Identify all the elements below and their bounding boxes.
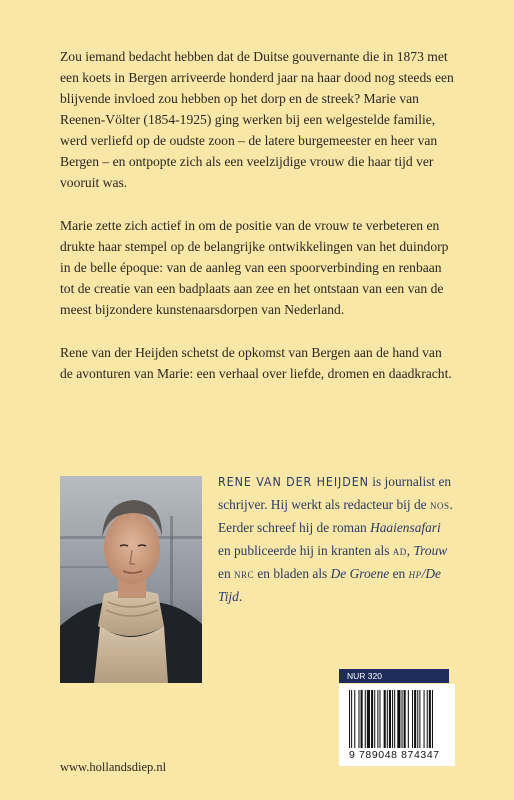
barcode-bar: [432, 690, 433, 748]
barcode-bar: [367, 690, 370, 748]
barcode-bar: [377, 690, 378, 748]
barcode-bar: [361, 690, 363, 748]
barcode-bar: [349, 690, 350, 748]
barcode-bar: [394, 690, 395, 748]
barcode-bar: [384, 690, 386, 748]
bio-text-5: en: [218, 566, 234, 581]
barcode-bar: [379, 690, 380, 748]
barcode-bar: [429, 690, 431, 748]
barcode-bar: [424, 690, 425, 748]
publisher-website: www.hollandsdiep.nl: [60, 760, 167, 774]
bio-text-4: ,: [406, 543, 414, 558]
barcode-bar: [412, 690, 413, 748]
blurb-paragraph-1: Zou iemand bedacht hebben dat de Duitse gouvernante die in 1873 met een koets in Bergen arriveerde honderd jaar na haar dood nog steeds een blijvende invloed zou hebben op het dorp en de streek? Marie van Reenen-Völter (1854-1925) ging werken bij een welgestelde familie, werd verliefd op de oudste zoon – de latere burgemeester en heer van Bergen – en ontpopte zich als een veelzijdige vrouw die haar tijd ver vooruit was.: [60, 49, 454, 190]
bio-text-6: en bladen als: [254, 566, 331, 581]
bio-de-tijd: /De Tijd: [218, 566, 441, 604]
barcode-bar: [389, 690, 391, 748]
barcode-bar: [419, 690, 420, 748]
bio-text-1: is journalist en schrijver. Hij werkt als redacteur bij de: [218, 474, 452, 512]
author-photo: [60, 476, 202, 683]
bio-novel-title: Haaiensafari: [370, 520, 441, 535]
bio-ad: ad: [392, 543, 407, 558]
bio-text-2: . Eerder schreef hij de roman: [218, 497, 453, 535]
blurb-paragraph-3: Rene van der Heijden schetst de opkomst van Bergen aan de hand van de avonturen van Marie: een verhaal over liefde, dromen en daadkracht.: [60, 345, 452, 381]
barcode-bar: [402, 690, 403, 748]
barcode-bar: [392, 690, 393, 748]
blurb-paragraph-2: Marie zette zich actief in om de positie van de vrouw te verbeteren en drukte haar stempel op de belangrijke ontwikkelingen van het duindorp in de belle époque: van de aanleg van een spoorverbinding en renbaan tot de creatie van een badplaats aan zee en het ontstaan van een van de meest bijzondere kunstenaarsdorpen van Nederland.: [60, 218, 449, 317]
isbn-number: 9 789048 874347: [349, 749, 440, 761]
author-name: RENE VAN DER HEIJDEN: [218, 474, 369, 489]
barcode-bar: [374, 690, 375, 748]
barcode-bar: [354, 690, 355, 748]
nur-code-label: NUR 320: [339, 669, 449, 683]
bio-nrc: nrc: [234, 566, 255, 581]
barcode-bar: [351, 690, 352, 748]
bio-hp: hp: [408, 566, 422, 581]
bio-de-groene: De Groene: [330, 566, 390, 581]
barcode-bar: [408, 690, 409, 748]
barcode-bar: [387, 690, 388, 748]
bio-text-3: en publiceerde hij in kranten als: [218, 543, 393, 558]
barcode-bar: [414, 690, 416, 748]
barcode-bar: [358, 690, 359, 748]
barcode-bar: [427, 690, 428, 748]
bio-text-8: .: [238, 589, 243, 604]
barcode-bar: [404, 690, 406, 748]
barcode-bar: [397, 690, 400, 748]
author-portrait-image: [60, 476, 202, 683]
author-bio: [218, 470, 456, 608]
bio-text-7: en: [389, 566, 409, 581]
barcode-bar: [371, 690, 373, 748]
back-cover-blurb: [60, 46, 456, 406]
isbn-barcode: [339, 684, 455, 766]
bio-trouw: Trouw: [413, 543, 448, 558]
barcode-bar: [417, 690, 418, 748]
barcode-bar: [365, 690, 366, 748]
barcode-bars: [349, 690, 449, 748]
bio-nos: nos: [429, 497, 450, 512]
